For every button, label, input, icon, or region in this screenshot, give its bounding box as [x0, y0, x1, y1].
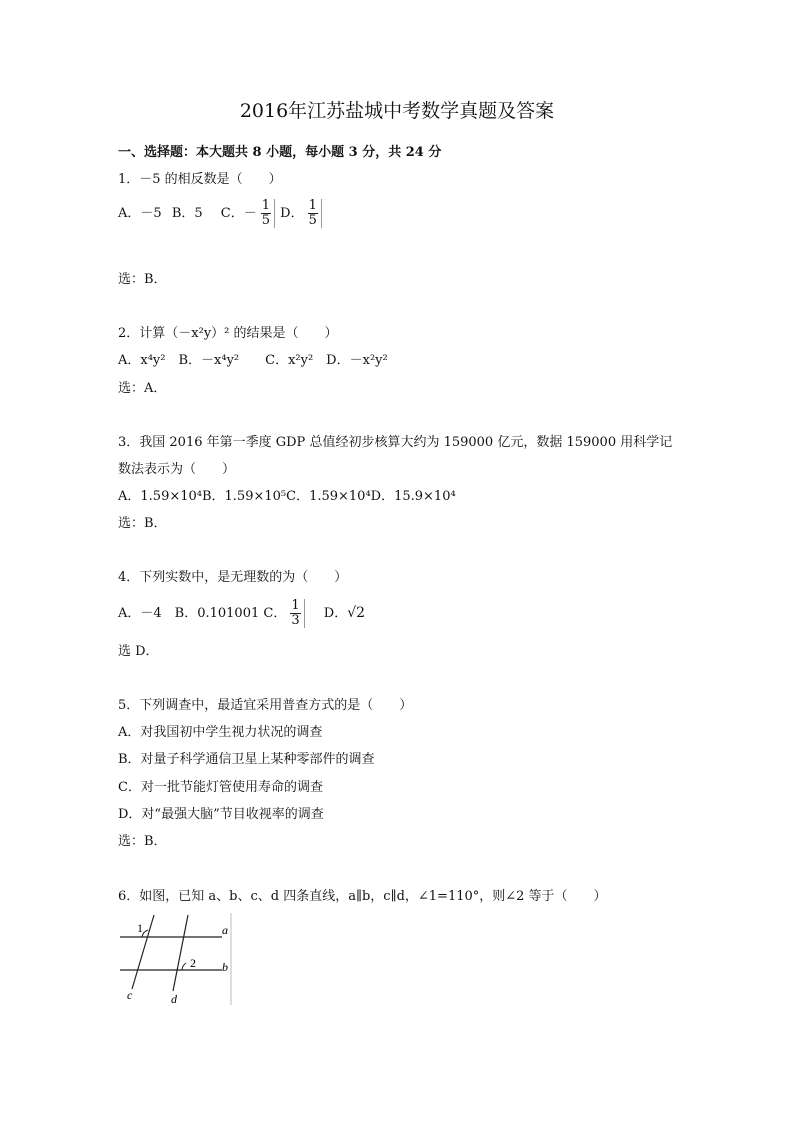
q1-answer: 选：B． — [118, 272, 167, 287]
q5-option-d: D．对“最强大脑”节目收视率的调查 — [118, 807, 324, 822]
section-heading: 一、选择题：本大题共 8 小题，每小题 3 分，共 24 分 — [118, 145, 442, 160]
q1-fraction-d — [305, 199, 322, 228]
q3-stem-line1: 3．我国 2016 年第一季度 GDP 总值经初步核算大约为 159000 亿元，数据 159000 用科学记 — [118, 435, 673, 450]
q1-stem: 1．－5 的相反数是（ ） — [118, 172, 282, 187]
q1-option-c: C．－ — [220, 206, 257, 221]
line-a-label: a — [222, 923, 228, 937]
q1-fraction-c — [258, 199, 275, 228]
q4-sqrt: √2 — [347, 605, 366, 621]
q3-answer: 选：B． — [118, 516, 167, 531]
q5-option-a: A．对我国初中学生视力状况的调查 — [118, 725, 323, 740]
q6-figure-svg — [118, 913, 233, 1005]
q6-stem: 6．如图，已知 a、b、c、d 四条直线，a∥b，c∥d，∠1=110°，则∠2 等于（ ） — [118, 889, 607, 904]
q4-stem: 4．下列实数中，是无理数的为（ ） — [118, 570, 348, 585]
q5-stem: 5．下列调查中，最适宜采用普查方式的是（ ） — [118, 698, 413, 713]
q4-option-d: D． — [323, 606, 348, 621]
q5-option-b: B．对量子科学通信卫星上某种零部件的调查 — [118, 752, 375, 767]
q1-fraction-c-denominator: 5 — [261, 213, 271, 228]
q4-options — [118, 598, 365, 629]
q4-option-c: C． — [263, 606, 287, 621]
q1-option-d: D． — [280, 206, 304, 221]
q3-stem-line2: 数法表示为（ ） — [118, 462, 236, 477]
q3-options: A．1.59×10⁴B．1.59×10⁵C．1.59×10⁴D．15.9×10⁴ — [118, 489, 456, 504]
q2-answer: 选：A． — [118, 381, 167, 396]
line-b-label: b — [222, 960, 228, 974]
q1-fraction-d-denominator: 5 — [308, 213, 317, 228]
q4-options-ab: A．－4 B．0.101001 — [118, 606, 260, 621]
q4-answer: 选 D． — [118, 644, 159, 659]
q5-option-c: C．对一批节能灯管使用寿命的调查 — [118, 780, 323, 795]
line-d — [173, 915, 188, 991]
line-c-label: c — [127, 988, 133, 1002]
q1-fraction-c-numerator: 1 — [261, 198, 271, 213]
angle1-label: 1 — [137, 921, 143, 935]
q1-fraction-d-numerator: 1 — [308, 198, 317, 213]
line-c — [132, 915, 154, 989]
q1-option-b: B．5 — [171, 206, 203, 221]
q4-fraction — [287, 599, 304, 628]
q1-option-a: A．－5 — [118, 206, 162, 221]
q4-fraction-numerator: 1 — [291, 598, 300, 613]
angle2-label: 2 — [190, 956, 196, 970]
angle2-arc — [182, 963, 186, 970]
q4-fraction-denominator: 3 — [291, 613, 300, 628]
q5-answer: 选：B． — [118, 834, 167, 849]
q1-options — [118, 199, 323, 229]
q6-parallel-lines-figure — [118, 913, 233, 1005]
q2-stem: 2．计算（－x²y）² 的结果是（ ） — [118, 326, 338, 341]
line-d-label: d — [171, 992, 177, 1005]
q2-options: A．x⁴y² B．－x⁴y² C．x²y² D．－x²y² — [118, 353, 388, 368]
page-title: 2016年江苏盐城中考数学真题及答案 — [239, 100, 555, 122]
